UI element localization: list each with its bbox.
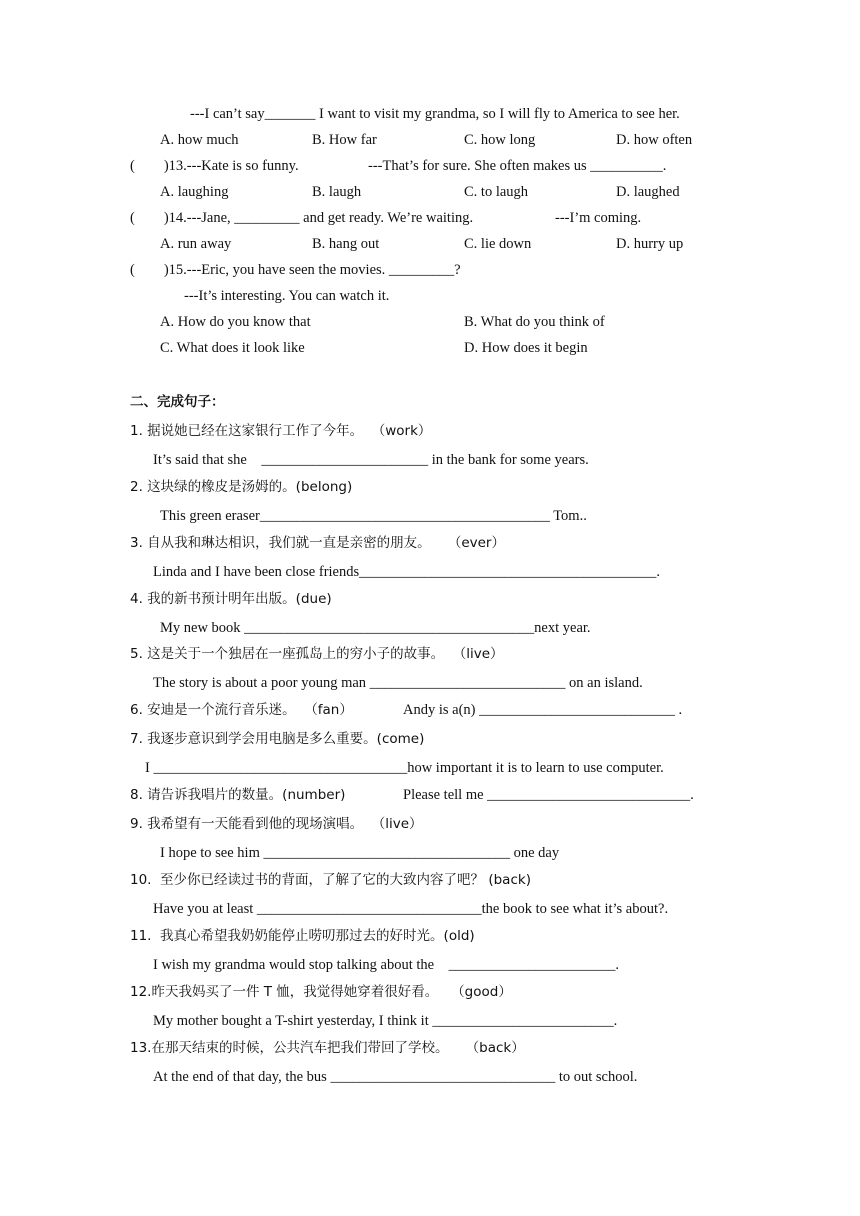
sentence-2-blank: This green eraser________________________________________ Tom..	[160, 508, 587, 524]
sentence-9-blank: I hope to see him __________________________________ one day	[160, 845, 560, 861]
sentence-4-prompt: 4. 我的新书预计明年出版。(due)	[130, 591, 332, 607]
sentence-10-prompt: 10. 至少你已经读过书的背面，了解了它的大致内容了吧？ (back)	[130, 872, 531, 888]
sentence-11-blank: I wish my grandma would stop talking about the _______________________.	[153, 957, 619, 973]
sentence-6-prompt: 6. 安迪是一个流行音乐迷。 （fan）	[130, 702, 353, 718]
section-heading: 二、完成句子：	[130, 394, 225, 410]
sentence-11-prompt: 11. 我真心希望我奶奶能停止唠叨那过去的好时光。(old)	[130, 928, 475, 944]
sentence-3-prompt: 3. 自从我和琳达相识，我们就一直是亲密的朋友。 （ever）	[130, 535, 505, 551]
option-a: A. how much	[160, 132, 239, 148]
option-c: C. What does it look like	[160, 340, 305, 356]
sentence-5-blank: The story is about a poor young man ___________________________ on an island.	[153, 675, 643, 691]
option-b: B. hang out	[312, 236, 380, 252]
option-b: B. laugh	[312, 184, 362, 200]
option-d: D. How does it begin	[464, 340, 588, 356]
sentence-4-blank: My new book ________________________________________next year.	[160, 620, 591, 636]
sentence-12-prompt: 12.昨天我妈买了一件 T 恤，我觉得她穿着很好看。 （good）	[130, 984, 512, 1000]
option-a: A. How do you know that	[160, 314, 311, 330]
question-14-reply: ---I’m coming.	[555, 210, 642, 226]
option-b: B. How far	[312, 132, 377, 148]
question-15-stem: ( )15.---Eric, you have seen the movies. _________?	[130, 262, 461, 278]
sentence-5-prompt: 5. 这是关于一个独居在一座孤岛上的穷小子的故事。 （live）	[130, 646, 504, 662]
option-d: D. hurry up	[616, 236, 684, 252]
sentence-9-prompt: 9. 我希望有一天能看到他的现场演唱。 （live）	[130, 816, 423, 832]
question-14-stem: ( )14.---Jane, _________ and get ready. We’re waiting.	[130, 210, 474, 226]
sentence-3-blank: Linda and I have been close friends_________________________________________.	[153, 564, 661, 580]
sentence-7-prompt: 7. 我逐步意识到学会用电脑是多么重要。(come)	[130, 731, 425, 747]
option-c: C. how long	[464, 132, 536, 148]
sentence-8-prompt: 8. 请告诉我唱片的数量。(number)	[130, 787, 346, 803]
sentence-13-prompt: 13.在那天结束的时候，公共汽车把我们带回了学校。 （back）	[130, 1040, 525, 1056]
question-15-reply: ---It’s interesting. You can watch it.	[184, 288, 390, 304]
sentence-1-prompt: 1. 据说她已经在这家银行工作了今年。 （work）	[130, 423, 432, 439]
option-d: D. laughed	[616, 184, 680, 200]
option-c: C. lie down	[464, 236, 532, 252]
question-13-reply: ---That’s for sure. She often makes us __________.	[368, 158, 667, 174]
sentence-13-blank: At the end of that day, the bus _______________________________ to out school.	[153, 1069, 638, 1085]
sentence-10-blank: Have you at least _______________________________the book to see what it’s about?.	[153, 901, 669, 917]
option-a: A. run away	[160, 236, 232, 252]
sentence-1-blank: It’s said that she _______________________ in the bank for some years.	[153, 452, 589, 468]
sentence-12-blank: My mother bought a T-shirt yesterday, I think it _________________________.	[153, 1013, 618, 1029]
question-12-stem: ---I can’t say_______ I want to visit my grandma, so I will fly to America to see her.	[190, 106, 680, 122]
question-13-stem: ( )13.---Kate is so funny.	[130, 158, 299, 174]
sentence-7-blank: I ___________________________________how important it is to learn to use computer.	[145, 760, 664, 776]
option-c: C. to laugh	[464, 184, 529, 200]
sentence-6-blank: Andy is a(n) ___________________________ .	[403, 702, 683, 718]
option-a: A. laughing	[160, 184, 229, 200]
option-b: B. What do you think of	[464, 314, 605, 330]
sentence-2-prompt: 2. 这块绿的橡皮是汤姆的。(belong)	[130, 479, 353, 495]
sentence-8-blank: Please tell me ____________________________.	[403, 787, 694, 803]
option-d: D. how often	[616, 132, 693, 148]
